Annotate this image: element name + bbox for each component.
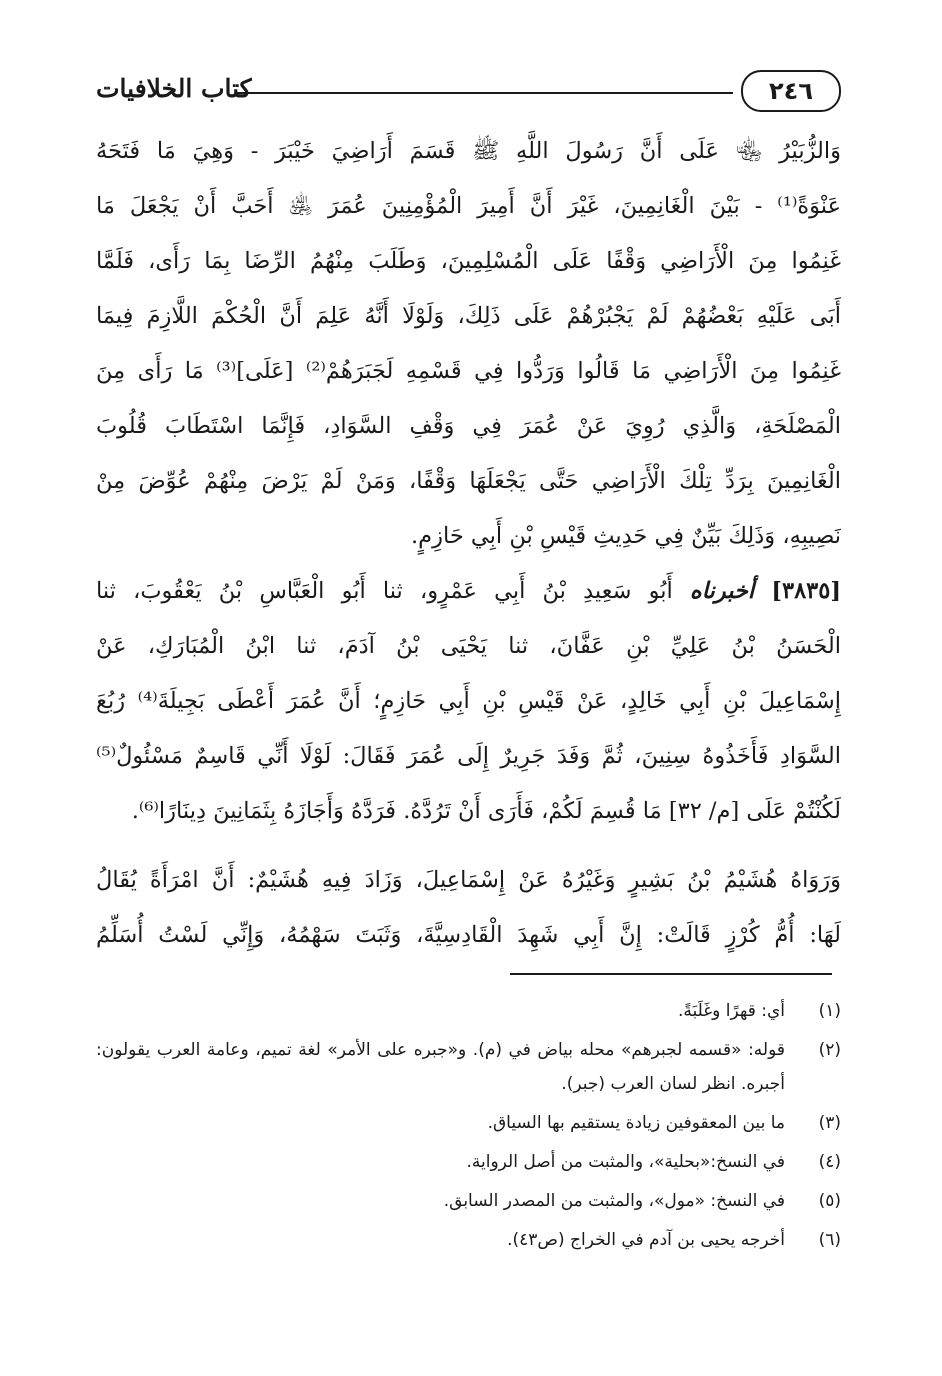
hadith-number: [٣٨٣٥] — [771, 578, 841, 604]
footnote-number: (٢) — [818, 1040, 841, 1060]
page-header — [96, 70, 841, 114]
text-line: عَنْوَةً⁽¹⁾ - بَيْنَ الْغَانِمِينَ، غَيْرَ أَنَّ أَمِيرَ الْمُؤْمِنِينَ عُمَرَ ﵁ أَحَبَّ أَنْ يَجْعَلَ مَا — [96, 193, 841, 219]
text-line: نَصِيبِهِ، وَذَلِكَ بَيِّنٌ فِي حَدِيثِ قَيْسِ بْنِ أَبِي حَازِمٍ. — [411, 523, 841, 549]
text-line: وَرَوَاهُ هُشَيْمُ بْنُ بَشِيرٍ وَغَيْرُهُ عَنْ إِسْمَاعِيلَ، وَزَادَ فِيهِ هُشَيْمٌ: أَنَّ امْرَأَةً يُقَالُ — [96, 867, 841, 893]
text-line: غَنِمُوا مِنَ الْأَرَاضِي وَقْفًا عَلَى الْمُسْلِمِينَ، وَطَلَبَ مِنْهُمُ الرِّضَا بِمَا رَأَى، فَلَمَّا — [96, 248, 841, 274]
text-line: إِسْمَاعِيلَ بْنِ أَبِي خَالِدٍ، عَنْ قَيْسِ بْنِ أَبِي حَازِمٍ؛ أَنَّ عُمَرَ أَعْطَى بَجِيلَةَ⁽⁴⁾ رُبُعَ — [96, 688, 841, 714]
footnote-number: (١) — [818, 1001, 841, 1021]
footnote-text: ما بين المعقوفين زيادة يستقيم بها السياق. — [487, 1113, 785, 1133]
text-line: وَالزُّبَيْرُ ﵄ عَلَى أَنَّ رَسُولَ اللَّهِ ﷺ قَسَمَ أَرَاضِيَ خَيْبَرَ - وَهِيَ مَا فَتَحَهُ — [96, 138, 841, 164]
footnote-number: (٤) — [818, 1152, 841, 1172]
text-line: لَهَا: أُمُّ كُرْزٍ قَالَتْ: إِنَّ أَبِي شَهِدَ الْقَادِسِيَّةَ، وَثَبَتَ سَهْمُهُ، وَإِنِّي لَسْتُ أُسَلِّمُ — [96, 922, 841, 948]
footnote-number: (٦) — [818, 1230, 841, 1250]
footnote — [96, 1223, 841, 1257]
footnote-text: قوله: «قسمه لجبرهم» محله بياض في (م). و«جبره على الأمر» لغة تميم، وعامة العرب يقولون: أجبره. انظر لسان العرب (جبر). — [96, 1040, 785, 1094]
hadith-first-line — [96, 564, 841, 619]
footnote — [96, 1184, 841, 1218]
hadith-text: أَبُو سَعِيدِ بْنُ أَبِي عَمْرٍو، ثنا أَبُو الْعَبَّاسِ بْنُ يَعْقُوبَ، ثنا — [96, 578, 673, 604]
text-line: غَنِمُوا مِنَ الْأَرَاضِي مَا قَالُوا وَرَدُّوا فِي قَسْمِهِ لَجَبَرَهُمْ⁽²⁾ [عَلَى]⁽³⁾ مَا رَأَى مِنَ — [96, 358, 841, 384]
header-rule — [236, 92, 733, 94]
footnotes — [96, 994, 841, 1262]
main-text — [96, 124, 841, 963]
footnote-number: (٥) — [818, 1191, 841, 1211]
text-line: الْمَصْلَحَةِ، وَالَّذِي رُوِيَ عَنْ عُمَرَ فِي وَقْفِ السَّوَادِ، فَإِنَّمَا اسْتَطَابَ قُلُوبَ — [96, 413, 841, 439]
hadith-verb: أخبرناه — [689, 578, 755, 604]
page-number: ٢٤٦ — [741, 70, 841, 112]
text-line: أَبَى عَلَيْهِ بَعْضُهُمْ لَمْ يَجْبُرْهُمْ عَلَى ذَلِكَ، وَلَوْلَا أَنَّهُ عَلِمَ أَنَّ الْحُكْمَ اللَّازِمَ فِيمَا — [96, 303, 841, 329]
book-title: كتاب الخلافيات — [96, 74, 252, 103]
footnote-text: في النسخ:«بحلية»، والمثبت من أصل الرواية. — [466, 1152, 785, 1172]
footnote-text: أي: قهرًا وغَلَبَةً. — [677, 1001, 785, 1021]
footnote — [96, 1145, 841, 1179]
footnote — [96, 1033, 841, 1101]
footnote — [96, 1106, 841, 1140]
text-line: الْحَسَنُ بْنُ عَلِيِّ بْنِ عَفَّانَ، ثنا يَحْيَى بْنُ آدَمَ، ثنا ابْنُ الْمُبَارَكِ، عَنْ — [96, 633, 841, 659]
text-line: الْغَانِمِينَ بِرَدِّ تِلْكَ الْأَرَاضِي حَتَّى يَجْعَلَهَا وَقْفًا، وَمَنْ لَمْ يَرْضَ مِنْهُمْ عُوِّضَ مِنْ — [96, 468, 841, 494]
text-line: السَّوَادِ فَأَخَذُوهُ سِنِينَ، ثُمَّ وَفَدَ جَرِيرٌ إِلَى عُمَرَ فَقَالَ: لَوْلَا أَنِّي قَاسِمٌ مَسْئُولٌ⁽⁵⁾ — [96, 743, 841, 769]
paragraph-gap — [96, 839, 841, 853]
text-line: لَكُنْتُمْ عَلَى [م/ ٣٢] مَا قُسِمَ لَكُمْ، فَأَرَى أَنْ تَرُدَّهُ. فَرَدَّهُ وَأَجَازَهُ بِثَمَانِينَ دِينَارًا⁽⁶⁾. — [131, 798, 841, 824]
footnote-text: أخرجه يحيى بن آدم في الخراج (ص٤٣). — [507, 1230, 785, 1250]
footnote-text: في النسخ: «مول»، والمثبت من المصدر السابق. — [443, 1191, 785, 1211]
footnote — [96, 994, 841, 1028]
footnote-number: (٣) — [818, 1113, 841, 1133]
footnote-separator — [510, 973, 832, 975]
